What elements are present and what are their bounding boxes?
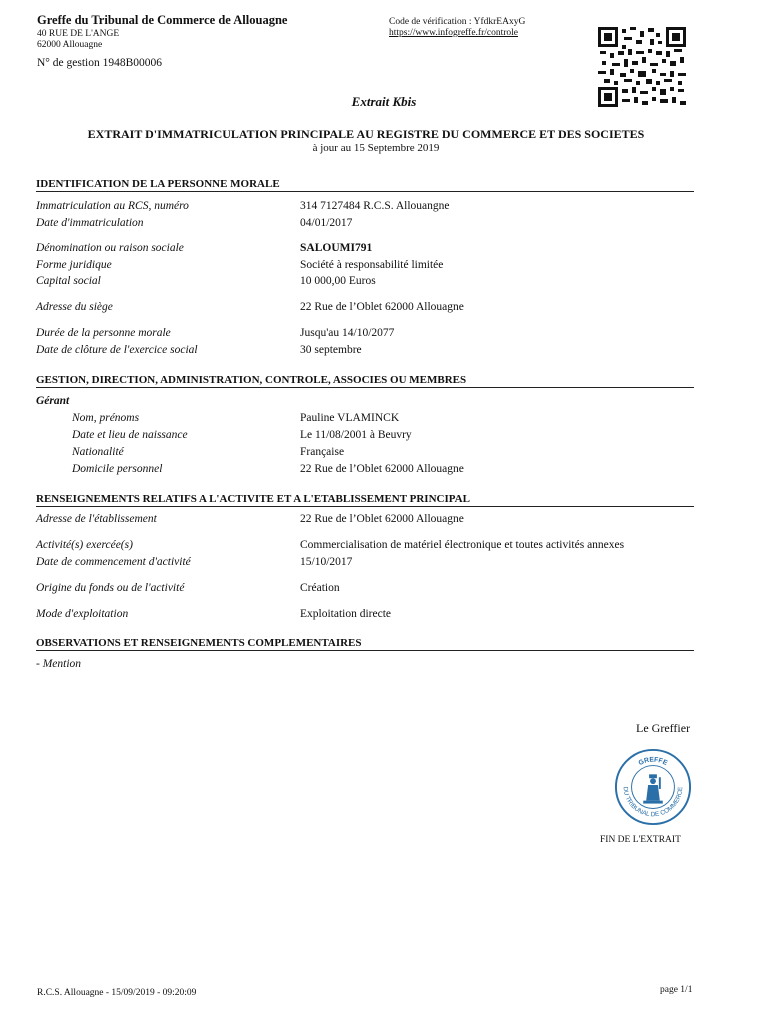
court-name: Greffe du Tribunal de Commerce de Allouagne — [37, 13, 288, 27]
value-full-name: Pauline VLAMINCK — [300, 412, 400, 424]
value-duration: Jusqu'au 14/10/2077 — [300, 327, 395, 339]
label-birth: Date et lieu de naissance — [72, 429, 188, 441]
value-head-office: 22 Rue de l’Oblet 62000 Allouagne — [300, 301, 464, 313]
footer-page-number: page 1/1 — [660, 985, 693, 995]
value-fiscal-year-end: 30 septembre — [300, 344, 362, 356]
label-fiscal-year-end: Date de clôture de l'exercice social — [36, 344, 198, 356]
section-management-heading: GESTION, DIRECTION, ADMINISTRATION, CONTROLE, ASSOCIES OU MEMBRES — [36, 374, 694, 388]
management-role: Gérant — [36, 395, 70, 407]
value-activity-start: 15/10/2017 — [300, 556, 353, 568]
value-birth: Le 11/08/2001 à Beuvry — [300, 429, 412, 441]
end-of-extract: FIN DE L'EXTRAIT — [600, 835, 681, 845]
greffier-label: Le Greffier — [636, 721, 691, 735]
label-head-office: Adresse du siège — [36, 301, 113, 313]
value-share-capital: 10 000,00 Euros — [300, 275, 376, 287]
value-rcs-number: 314 7127484 R.C.S. Allouangne — [300, 200, 450, 212]
label-share-capital: Capital social — [36, 275, 101, 287]
label-establishment-address: Adresse de l'établissement — [36, 513, 157, 525]
value-activities: Commercialisation de matériel électronique et toutes activités annexes — [300, 539, 625, 551]
date-line: à jour au 15 Septembre 2019 — [312, 142, 440, 154]
court-seal-icon — [614, 748, 692, 826]
section-activity-heading: RENSEIGNEMENTS RELATIFS A L'ACTIVITE ET A L'ETABLISSEMENT PRINCIPAL — [36, 493, 694, 507]
value-company-name: SALOUMI791 — [300, 242, 373, 254]
label-legal-form: Forme juridique — [36, 259, 112, 271]
value-registration-date: 04/01/2017 — [300, 217, 353, 229]
value-nationality: Française — [300, 446, 345, 458]
observation-mention: - Mention — [36, 658, 82, 670]
seal-bottom-text: DU TRIBUNAL DE COMMERCE — [621, 786, 685, 819]
seal-top-text: GREFFE — [637, 756, 669, 768]
label-origin: Origine du fonds ou de l'activité — [36, 582, 185, 594]
label-registration-date: Date d'immatriculation — [36, 217, 144, 229]
value-home-address: 22 Rue de l’Oblet 62000 Allouagne — [300, 463, 464, 475]
verification-link-wrap[interactable] — [389, 28, 518, 38]
court-address-line1: 40 RUE DE L'ANGE — [37, 29, 120, 39]
label-activities: Activité(s) exercée(s) — [36, 539, 133, 551]
section-observations-heading: OBSERVATIONS ET RENSEIGNEMENTS COMPLEMENTAIRES — [36, 637, 694, 651]
document-title: Extrait Kbis — [351, 94, 417, 109]
label-company-name: Dénomination ou raison sociale — [36, 242, 184, 254]
verification-code: Code de vérification : YfdkrEAxyG — [389, 17, 526, 27]
label-operating-mode: Mode d'exploitation — [36, 608, 129, 620]
value-operating-mode: Exploitation directe — [300, 608, 392, 620]
label-activity-start: Date de commencement d'activité — [36, 556, 191, 568]
court-address-line2: 62000 Allouagne — [37, 40, 103, 50]
footer-rcs-timestamp: R.C.S. Allouagne - 15/09/2019 - 09:20:09 — [37, 988, 197, 998]
verification-link[interactable]: https://www.infogreffe.fr/controle — [389, 28, 519, 38]
label-rcs-number: Immatriculation au RCS, numéro — [36, 200, 189, 212]
value-establishment-address: 22 Rue de l’Oblet 62000 Allouagne — [300, 513, 464, 525]
value-origin: Création — [300, 582, 340, 594]
label-duration: Durée de la personne morale — [36, 327, 171, 339]
management-number: N° de gestion 1948B00006 — [37, 57, 163, 69]
label-home-address: Domicile personnel — [72, 463, 163, 475]
value-legal-form: Société à responsabilité limitée — [300, 259, 444, 271]
label-nationality: Nationalité — [72, 446, 124, 458]
main-title: EXTRAIT D'IMMATRICULATION PRINCIPALE AU REGISTRE DU COMMERCE ET DES SOCIETES — [87, 127, 645, 141]
label-full-name: Nom, prénoms — [72, 412, 140, 424]
section-identification-heading: IDENTIFICATION DE LA PERSONNE MORALE — [36, 178, 694, 192]
